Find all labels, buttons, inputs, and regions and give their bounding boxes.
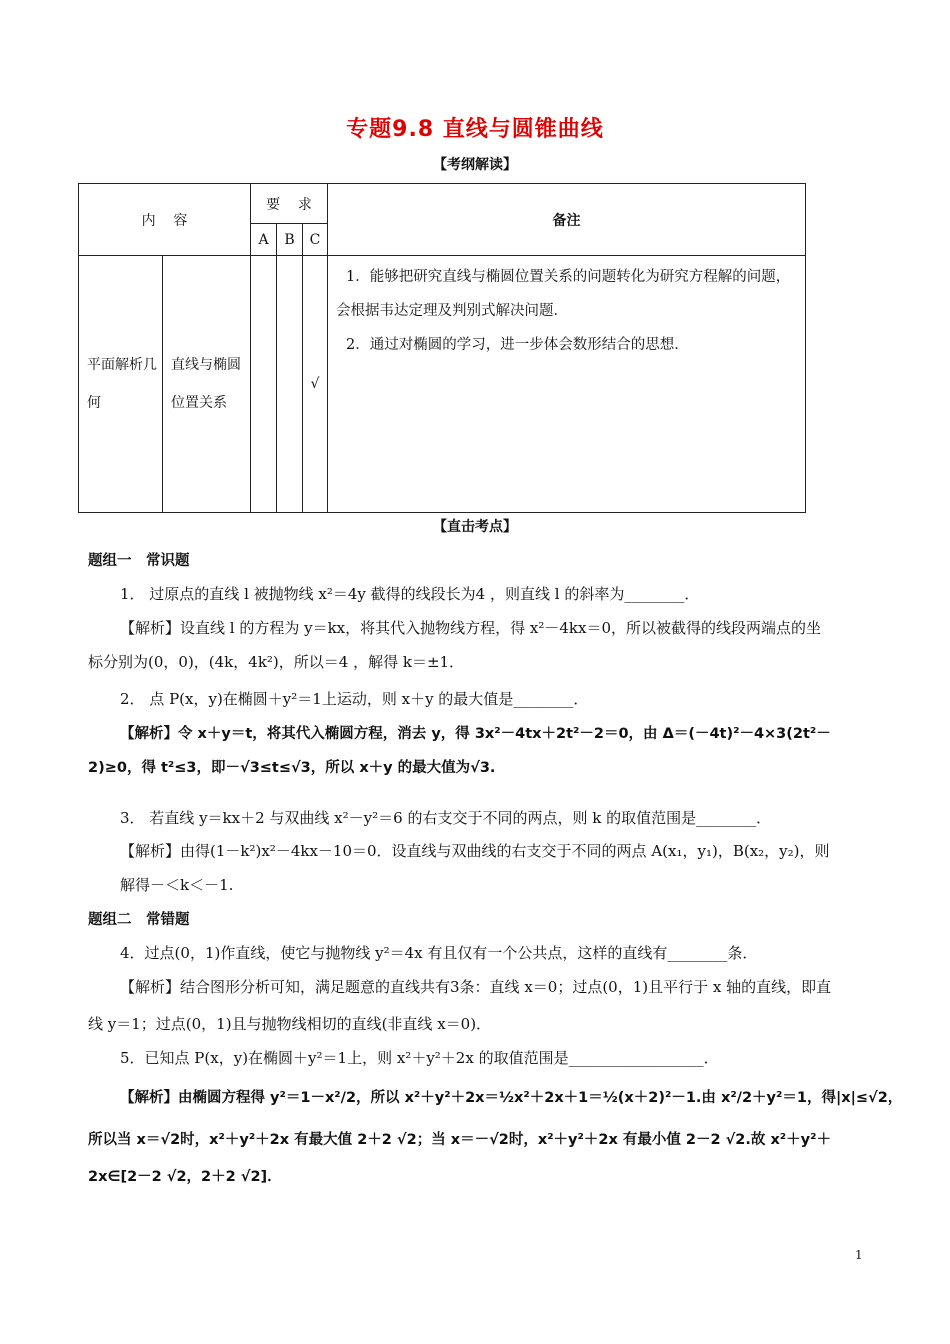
q3-solution-1: 【解析】由得(1－k²)x²－4kx－10＝0．设直线与双曲线的右支交于不同的两点 A(x₁，y₁)，B(x₂，y₂)，则 (120, 842, 830, 860)
group-2-heading: 题组二 常错题 (88, 912, 190, 928)
row-topic: 直线与椭圆位置关系 (163, 256, 251, 513)
q4-solution-2: 线 y＝1；过点(0，1)且与抛物线相切的直线(非直线 x＝0)． (88, 1015, 492, 1033)
level-c: C (303, 224, 328, 256)
q2-text: 2． 点 P(x，y)在椭圆＋y²＝1上运动，则 x＋y 的最大值是________． (120, 690, 589, 708)
outline-heading: 【考纲解读】 (433, 157, 517, 173)
page-number: 1 (855, 1248, 863, 1262)
q2-solution-2: 2)≥0，得 t²≤3，即－√3≤t≤√3，所以 x＋y 的最大值为√3. (88, 760, 496, 776)
row-category: 平面解析几何 (79, 256, 163, 513)
cell-b (277, 256, 303, 513)
q1-text: 1． 过原点的直线 l 被抛物线 x²＝4y 截得的线段长为4 ，则直线 l 的斜率为________． (120, 585, 700, 603)
q5-text: 5．已知点 P(x，y)在椭圆＋y²＝1上，则 x²＋y²＋2x 的取值范围是__________________． (120, 1049, 719, 1067)
remarks-notes (328, 256, 806, 513)
level-b: B (277, 224, 303, 256)
remarks-header: 备注 (328, 184, 806, 256)
level-a: A (251, 224, 277, 256)
cell-a (251, 256, 277, 513)
q2-solution-1: 【解析】令 x＋y＝t，将其代入椭圆方程，消去 y，得 3x²－4tx＋2t²－2＝0，由 Δ＝(－4t)²－4×3(2t²－ (120, 726, 831, 742)
q3-text: 3． 若直线 y＝kx＋2 与双曲线 x²－y²＝6 的右支交于不同的两点，则 k 的取值范围是________． (120, 809, 772, 827)
q4-solution-1: 【解析】结合图形分析可知，满足题意的直线共有3条：直线 x＝0；过点(0，1)且平行于 x 轴的直线，即直 (120, 978, 832, 996)
check-mark: √ (303, 256, 328, 513)
outline-table (78, 183, 806, 513)
q3-solution-2: 解得－＜k＜－1. (120, 876, 234, 894)
note-2: 2．通过对椭圆的学习，进一步体会数形结合的思想． (346, 337, 689, 353)
q1-solution-2: 标分别为(0，0)，(4k，4k²)，所以＝4 ，解得 k＝±1． (88, 653, 465, 671)
q5-solution-3: 2x∈[2－2 √2，2＋2 √2]． (88, 1169, 282, 1185)
points-heading: 【直击考点】 (433, 519, 517, 535)
q1-solution-1: 【解析】设直线 l 的方程为 y＝kx，将其代入抛物线方程，得 x²－4kx＝0，所以被截得的线段两端点的坐 (120, 619, 822, 637)
content-header: 内 容 (79, 184, 251, 256)
page-title: 专题9.8 直线与圆锥曲线 (346, 117, 604, 142)
q5-solution-1: 【解析】由椭圆方程得 y²＝1－x²/2，所以 x²＋y²＋2x＝½x²＋2x＋1＝½(x＋2)²－1.由 x²/2＋y²＝1，得|x|≤√2， (120, 1090, 903, 1106)
group-1-heading: 题组一 常识题 (88, 553, 190, 569)
note-1: 1．能够把研究直线与椭圆位置关系的问题转化为研究方程解的问题，会根据韦达定理及判别式解决问题． (336, 269, 791, 319)
q5-solution-2: 所以当 x＝√2时，x²＋y²＋2x 有最大值 2＋2 √2；当 x＝－√2时，x²＋y²＋2x 有最小值 2－2 √2.故 x²＋y²＋ (88, 1132, 831, 1148)
q4-text: 4．过点(0，1)作直线，使它与抛物线 y²＝4x 有且仅有一个公共点，这样的直线有________条． (120, 944, 758, 962)
requirement-header: 要 求 (251, 184, 328, 224)
